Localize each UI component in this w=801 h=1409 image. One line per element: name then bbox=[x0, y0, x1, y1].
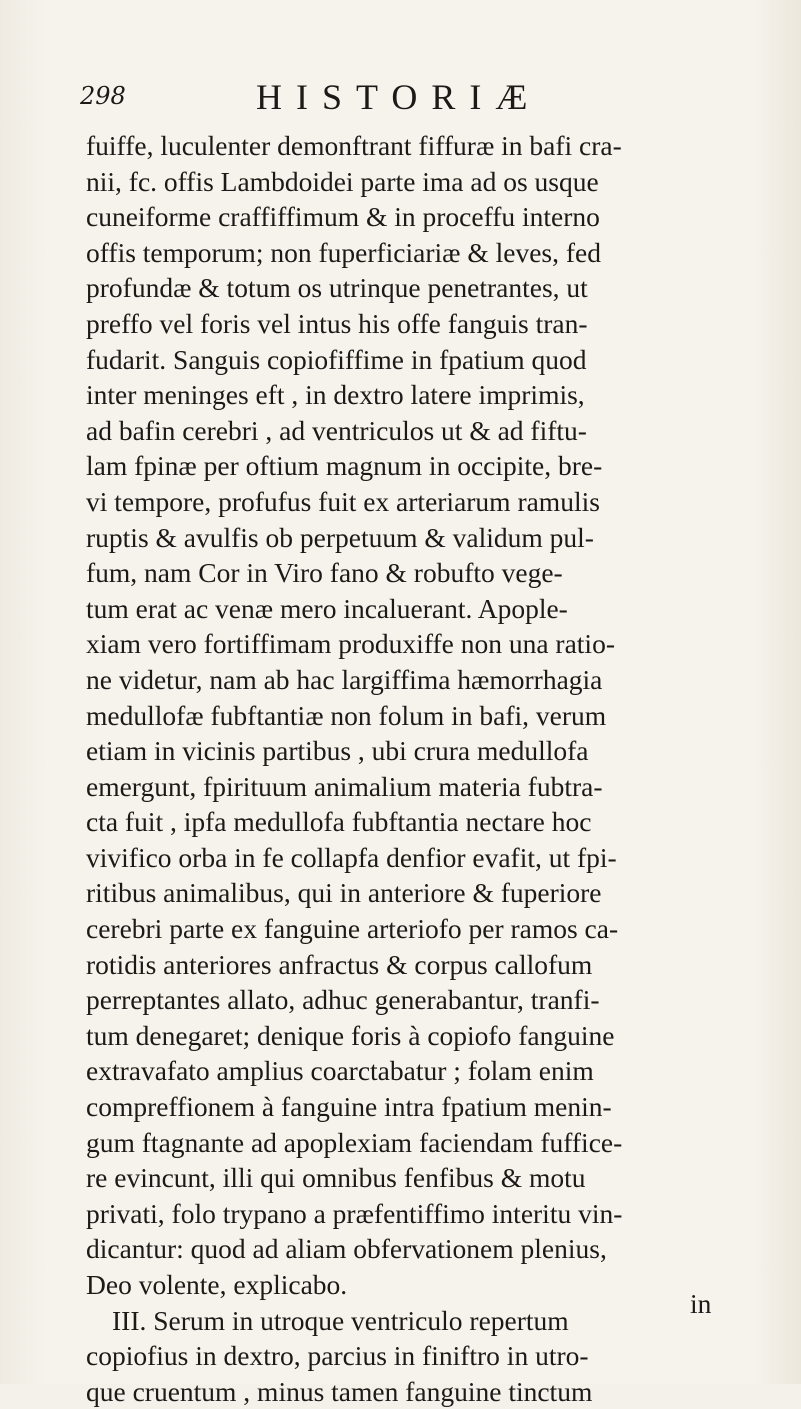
text-line: extravafato amplius coarctabatur ; folam enim bbox=[86, 1055, 594, 1087]
text-line: xiam vero fortiffimam produxiffe non una ratio- bbox=[86, 628, 615, 660]
text-line: vivifico orba in fe collapfa denfior evafit, ut fpi- bbox=[86, 841, 617, 873]
text-line: preffo vel foris vel intus his offe fanguis tran- bbox=[86, 307, 588, 339]
text-line: emergunt, fpirituum animalium materia fubtra- bbox=[86, 770, 603, 802]
text-line: ne videtur, nam ab hac largiffima hæmorrhagia bbox=[86, 663, 603, 695]
text-line: compreffionem à fanguine intra fpatium menin- bbox=[86, 1091, 612, 1123]
text-line: que cruentum , minus tamen fanguine tinctum bbox=[86, 1375, 593, 1407]
text-line: gum ftagnante ad apoplexiam faciendam fuffice- bbox=[86, 1126, 623, 1158]
running-head: HISTORIÆ bbox=[256, 77, 542, 117]
text-line: fuiffe, luculenter demonftrant fiffuræ in bafi cra- bbox=[86, 130, 622, 161]
text-line: cuneiforme craffiffimum & in proceffu interno bbox=[86, 201, 600, 233]
page-number: 298 bbox=[80, 82, 126, 110]
text-line: offis temporum; non fuperficiariæ & leves, fed bbox=[86, 236, 601, 268]
text-line: dicantur: quod ad aliam obfervationem plenius, bbox=[86, 1233, 607, 1265]
text-line: fum, nam Cor in Viro fano & robufto vege- bbox=[86, 557, 563, 589]
body-text bbox=[86, 128, 736, 1409]
text-line: ritibus animalibus, qui in anteriore & fuperiore bbox=[86, 877, 602, 909]
text-line: tum denegaret; denique foris à copiofo fanguine bbox=[86, 1019, 615, 1051]
text-line: inter meninges eft , in dextro latere imprimis, bbox=[86, 379, 585, 411]
text-line: rotidis anteriores anfractus & corpus callofum bbox=[86, 948, 593, 980]
catchword: in bbox=[690, 1288, 712, 1319]
text-line: lam fpinæ per oftium magnum in occipite, bre- bbox=[86, 450, 603, 482]
text-line: tum erat ac venæ mero incaluerant. Apople- bbox=[86, 592, 568, 624]
text-line: copiofius in dextro, parcius in finiftro in utro- bbox=[86, 1340, 589, 1372]
text-line: etiam in vicinis partibus , ubi crura medullofa bbox=[86, 735, 589, 767]
page-header bbox=[80, 76, 720, 116]
text-line: nii, fc. offis Lambdoidei parte ima ad os usque bbox=[86, 165, 599, 197]
text-line: fudarit. Sanguis copiofiffime in fpatium quod bbox=[86, 343, 587, 375]
text-line: privati, folo trypano a præfentiffimo interitu vin- bbox=[86, 1197, 623, 1229]
paragraph-start-line: III. Serum in utroque ventriculo repertum bbox=[112, 1304, 569, 1336]
text-line: profundæ & totum os utrinque penetrantes, ut bbox=[86, 272, 588, 304]
text-line: cta fuit , ipfa medullofa fubftantia nectare hoc bbox=[86, 806, 592, 838]
text-line: re evincunt, illi qui omnibus fenfibus & motu bbox=[86, 1162, 586, 1194]
text-line: medullofæ fubftantiæ non folum in bafi, verum bbox=[86, 699, 607, 731]
text-line: ad bafin cerebri , ad ventriculos ut & ad fiftu- bbox=[86, 414, 587, 446]
text-line: perreptantes allato, adhuc generabantur, tranfi- bbox=[86, 984, 600, 1016]
text-line: cerebri parte ex fanguine arteriofo per ramos ca- bbox=[86, 913, 619, 945]
text-line: vi tempore, profufus fuit ex arteriarum ramulis bbox=[86, 485, 600, 517]
text-line: Deo volente, explicabo. bbox=[86, 1269, 348, 1300]
text-line: ruptis & avulfis ob perpetuum & validum pul- bbox=[86, 521, 594, 553]
